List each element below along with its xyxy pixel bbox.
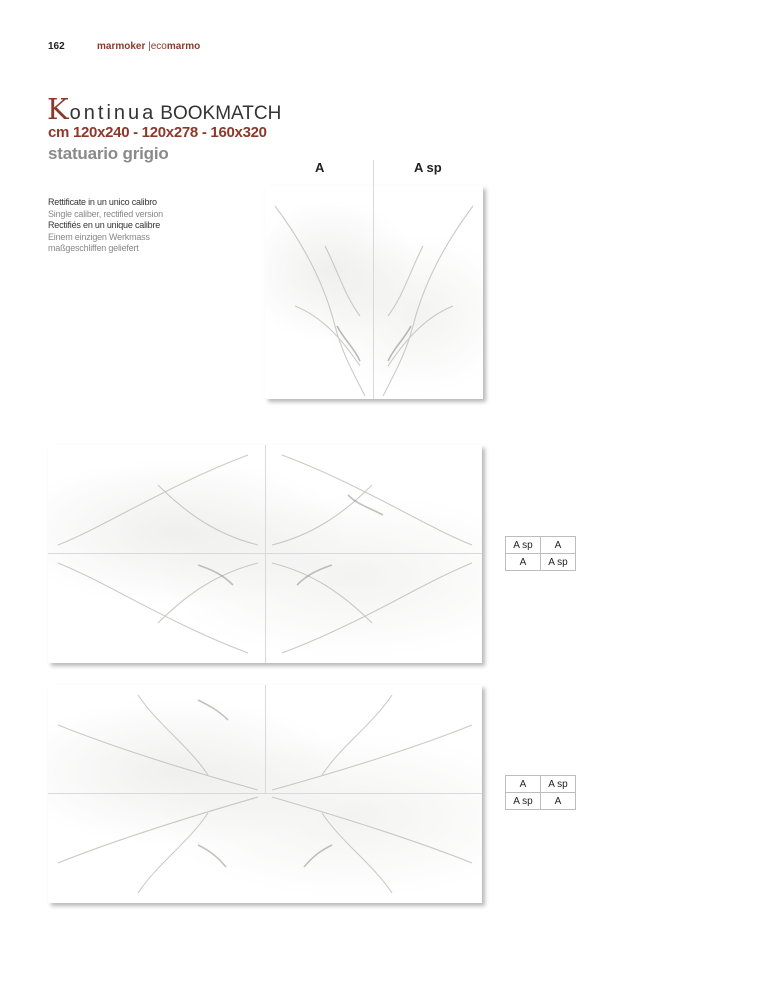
layout-table-2-row — [506, 776, 576, 793]
brand-separator: | — [148, 41, 151, 52]
brand-marmoker: marmoker — [97, 41, 146, 52]
description — [48, 197, 163, 255]
layout-table-2 — [505, 775, 576, 810]
layout-cell: A sp — [506, 537, 541, 554]
slab-joint-vertical-3 — [265, 685, 266, 793]
page-number: 162 — [48, 41, 65, 52]
slab-group-four-b — [48, 685, 482, 903]
description-line-de-2: maßgeschliffen geliefert — [48, 243, 139, 253]
layout-cell: A sp — [506, 793, 541, 810]
layout-table-1-row — [506, 554, 576, 571]
title-subtitle: BOOKMATCH — [160, 103, 282, 124]
brand-eco-suffix: marmo — [166, 41, 201, 52]
slab-joint-horizontal-3 — [48, 793, 482, 794]
description-line-en: Single caliber, rectified version — [48, 208, 163, 219]
brand-header — [97, 41, 200, 52]
slab-group-four-a — [48, 445, 482, 663]
collection-title — [47, 92, 281, 126]
description-line-it: Rettificate in un unico calibro — [48, 197, 157, 207]
slab-joint-vertical-extension — [373, 160, 374, 186]
color-name: statuario grigio — [48, 144, 169, 163]
brand-eco-prefix: eco — [150, 41, 167, 52]
slab-joint-vertical — [373, 186, 374, 399]
title-logo-rest: ontinua — [69, 102, 157, 124]
marble-veins-1 — [265, 186, 483, 399]
layout-cell: A — [541, 537, 576, 554]
slab-joint-horizontal-2 — [48, 553, 482, 554]
layout-table-1-row — [506, 537, 576, 554]
column-label-a: A — [315, 160, 325, 175]
layout-cell: A — [506, 776, 541, 793]
slab-pair-vertical — [265, 186, 483, 399]
title-logo-letter: K — [47, 92, 69, 126]
sizes-line: cm 120x240 - 120x278 - 160x320 — [48, 124, 267, 141]
layout-cell: A — [541, 793, 576, 810]
layout-table-1 — [505, 536, 576, 571]
description-line-de-1: Einem einzigen Werkmass — [48, 231, 150, 242]
layout-cell: A sp — [541, 554, 576, 571]
column-label-asp: A sp — [414, 160, 442, 175]
layout-table-2-row — [506, 793, 576, 810]
layout-cell: A sp — [541, 776, 576, 793]
layout-cell: A — [506, 554, 541, 571]
description-line-fr: Rectifiés en un unique calibre — [48, 220, 161, 230]
slab-joint-vertical-2 — [265, 445, 266, 663]
